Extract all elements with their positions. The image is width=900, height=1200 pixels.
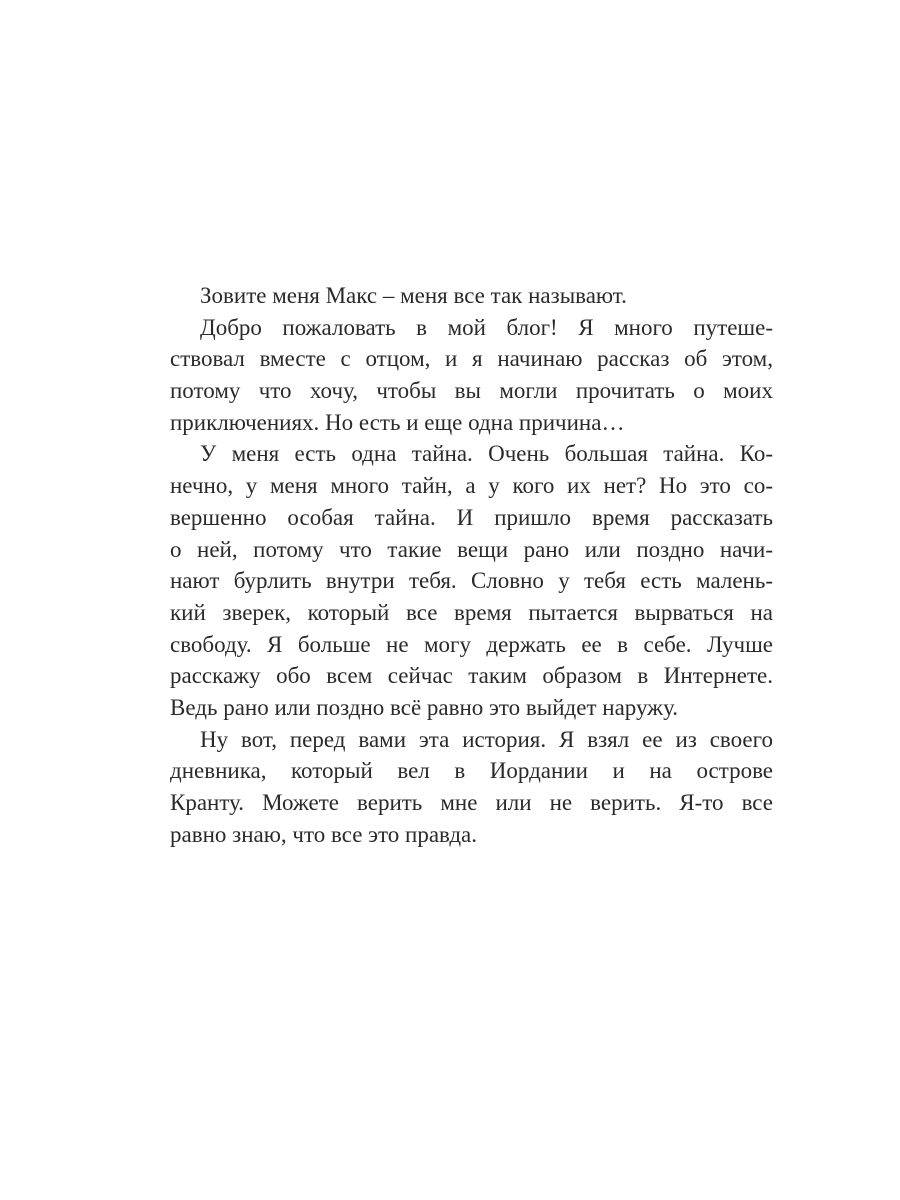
text-line: вершенно особая тайна. И пришло время рассказать bbox=[170, 504, 773, 530]
text-line: кий зверек, который все время пытается вырваться на bbox=[170, 599, 773, 625]
text-line: Ну вот, перед вами эта история. Я взял ее из своего bbox=[200, 726, 773, 752]
text-line: о ней, потому что такие вещи рано или поздно начи- bbox=[170, 536, 773, 562]
text-line: потому что хочу, чтобы вы могли прочитать о моих bbox=[170, 378, 773, 404]
text-line: Ведь рано или поздно всё равно это выйдет наружу. bbox=[170, 694, 679, 720]
text-line: дневника, который вел в Иордании и на острове bbox=[170, 758, 773, 784]
text-line: нают бурлить внутри тебя. Словно у тебя есть малень- bbox=[170, 568, 773, 594]
text-line: приключениях. Но есть и еще одна причина… bbox=[170, 409, 625, 435]
page-body-text bbox=[170, 280, 773, 850]
paragraph-1 bbox=[170, 280, 773, 312]
paragraph-2 bbox=[170, 312, 773, 439]
text-line: свободу. Я больше не могу держать ее в себе. Лучше bbox=[170, 631, 773, 657]
text-line: ствовал вместе с отцом, и я начинаю рассказ об этом, bbox=[170, 346, 773, 372]
text-line: равно знаю, что все это правда. bbox=[170, 821, 477, 847]
text-line: Добро пожаловать в мой блог! Я много путеше- bbox=[200, 314, 773, 340]
text-line: У меня есть одна тайна. Очень большая тайна. Ко- bbox=[200, 441, 773, 467]
paragraph-4 bbox=[170, 724, 773, 851]
text-line: Кранту. Можете верить мне или не верить. Я-то все bbox=[170, 790, 773, 815]
paragraph-3 bbox=[170, 438, 773, 723]
text-line: нечно, у меня много тайн, а у кого их нет? Но это со- bbox=[170, 473, 773, 499]
text-line: Зовите меня Макс – меня все так называют. bbox=[200, 283, 627, 308]
text-line: расскажу обо всем сейчас таким образом в Интернете. bbox=[170, 663, 773, 689]
